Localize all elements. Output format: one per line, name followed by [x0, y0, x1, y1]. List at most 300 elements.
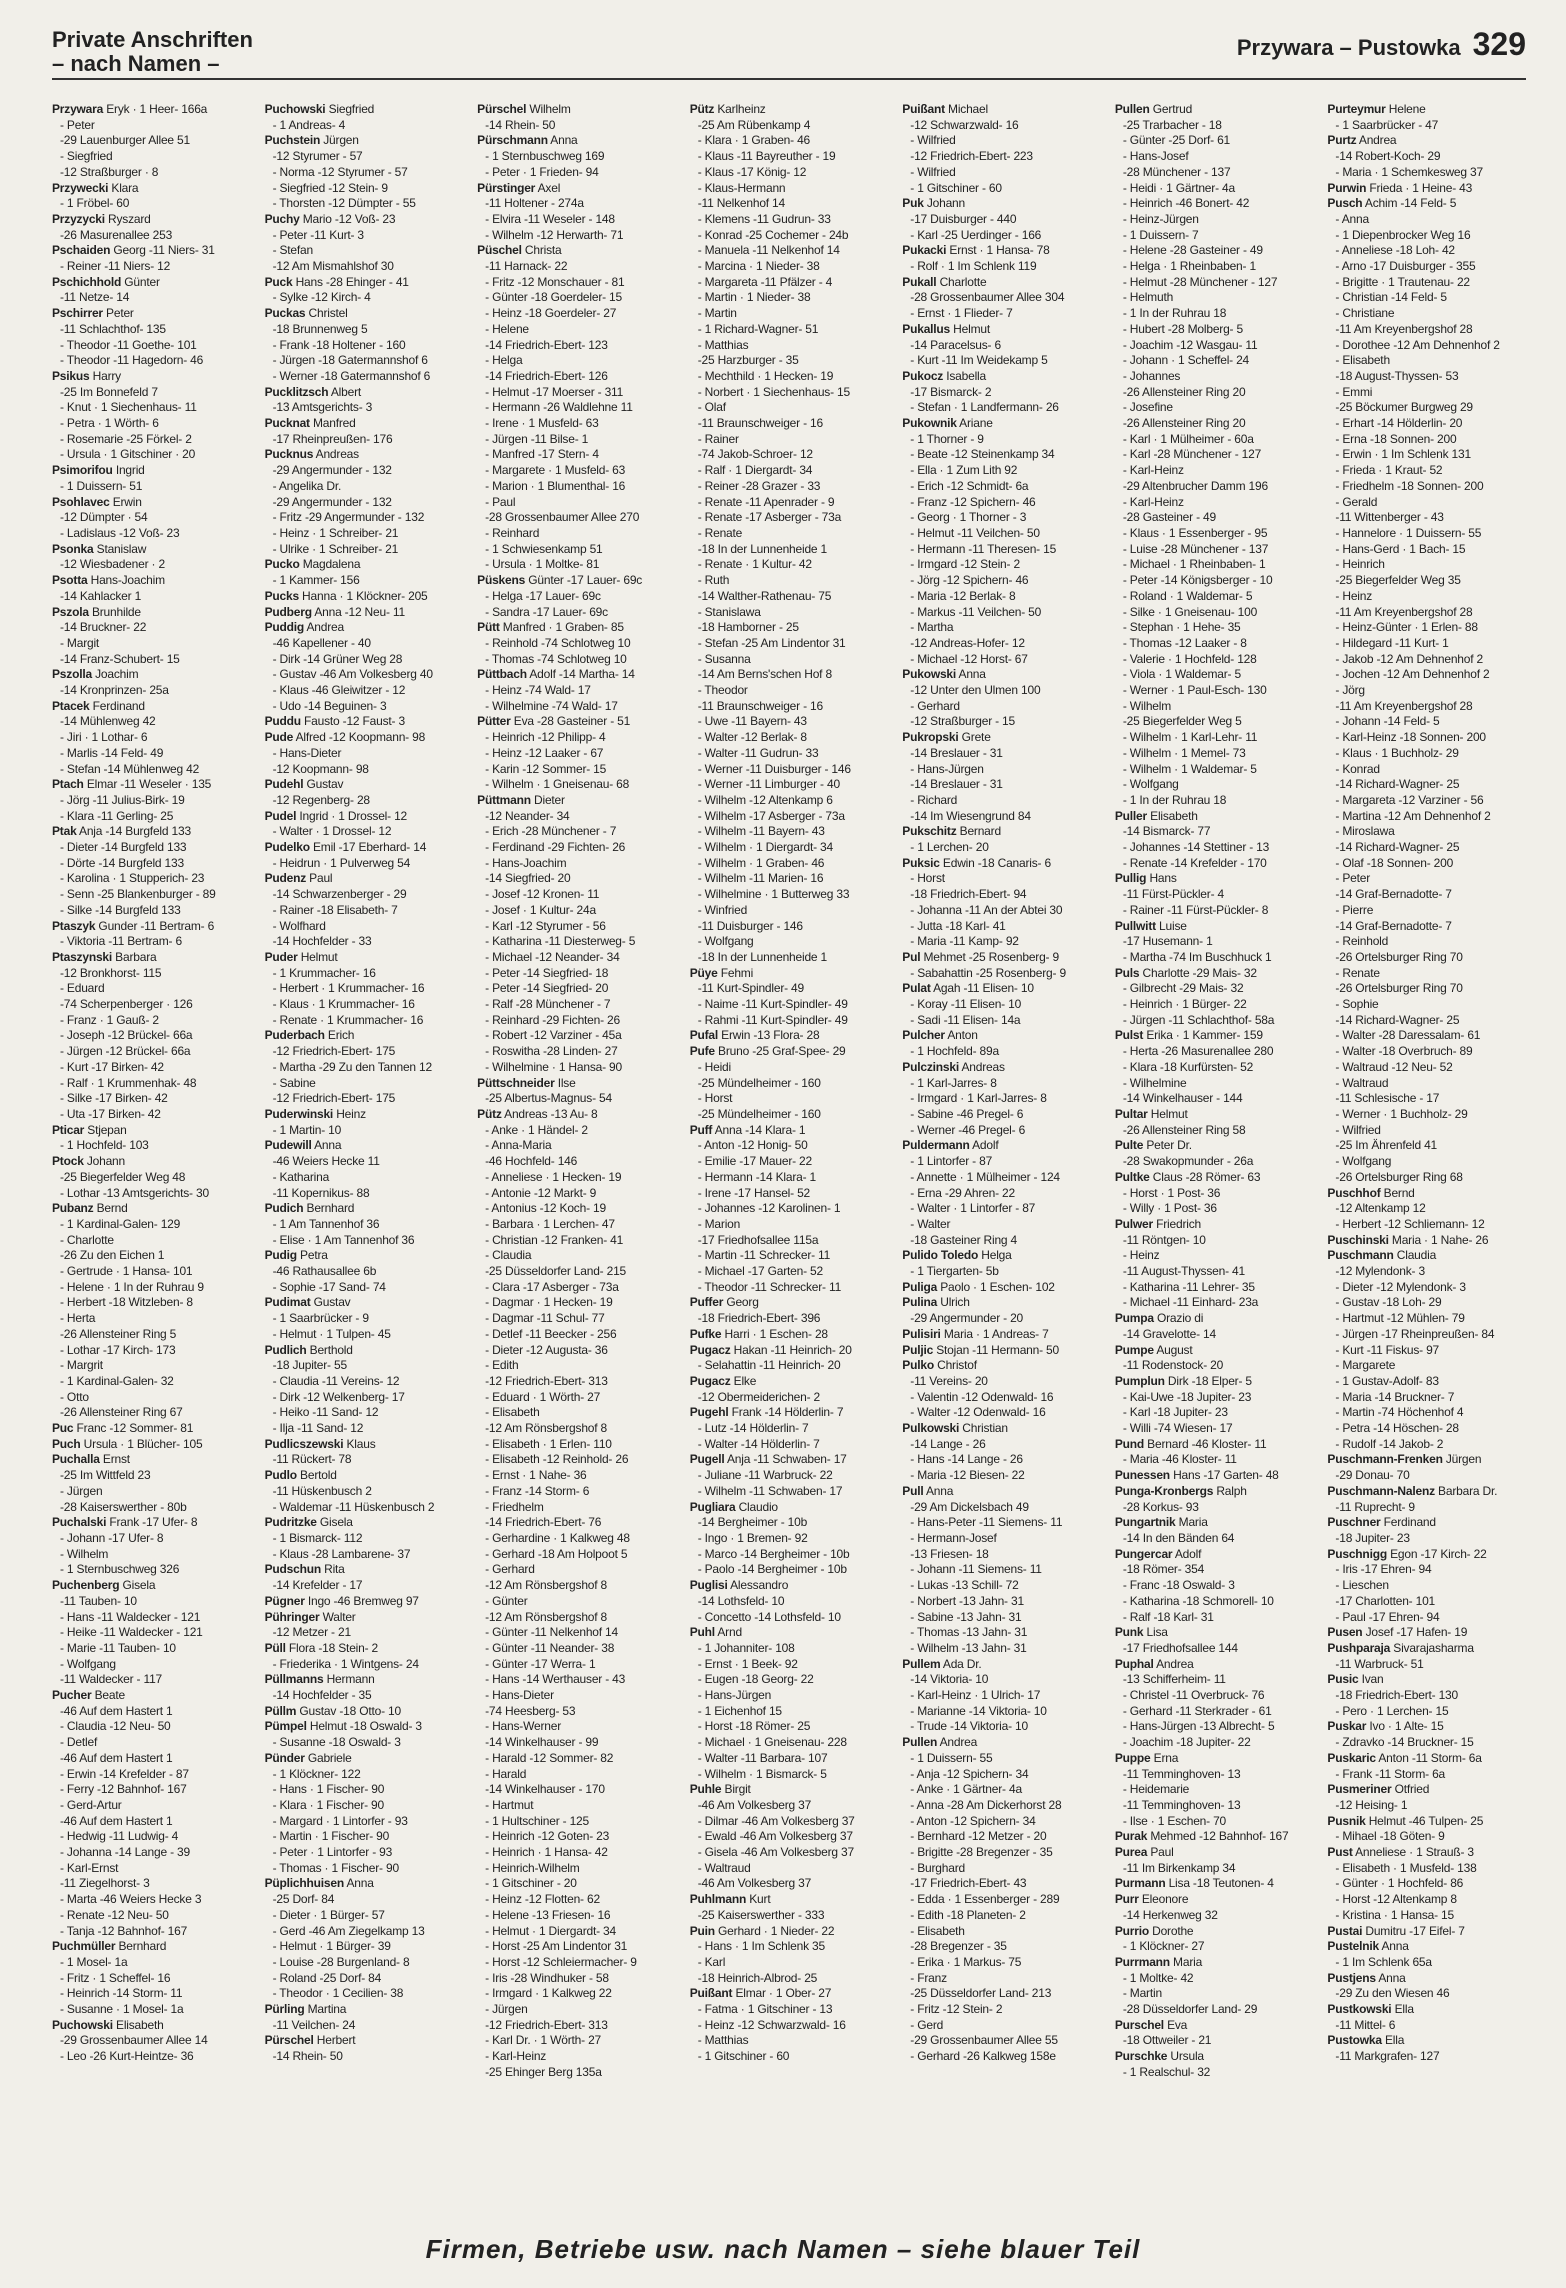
- directory-subentry: - Luise -28 Münchener - 137: [1122, 541, 1269, 556]
- directory-subentry: -14 Richard-Wagner- 25: [1335, 777, 1460, 792]
- directory-subentry: - Dorothee -12 Am Dehnenhof 2: [1335, 337, 1500, 352]
- directory-entry: [265, 1343, 464, 1359]
- directory-subentry: - Juliane -11 Warbruck- 22: [697, 1468, 833, 1483]
- directory-subentry: -25 Böckumer Burgweg 29: [1335, 400, 1473, 415]
- entry-detail: Stjepan: [84, 1122, 127, 1137]
- directory-subentry: - Katharina: [272, 1169, 330, 1184]
- directory-subentry: - Heinz-Günter · 1 Erlen- 88: [1335, 620, 1478, 635]
- directory-subentry: -11 Waldecker - 117: [60, 1672, 163, 1687]
- directory-subentry: - Tanja -12 Bahnhof- 167: [60, 1923, 188, 1938]
- directory-subentry: -17 Bismarck- 2: [910, 384, 992, 399]
- directory-entry: [1115, 1955, 1314, 1971]
- directory-subentry: - Erwin -14 Krefelder - 87: [60, 1766, 189, 1781]
- directory-subentry: - Karolina · 1 Stupperich- 23: [60, 871, 205, 886]
- directory-subentry: - Heinrich -12 Philipp- 4: [485, 730, 606, 745]
- surname: Pürling: [264, 2002, 305, 2017]
- entry-detail: Mario -12 Voß- 23: [299, 211, 396, 226]
- directory-subentry: -11 Mittel- 6: [1335, 2017, 1396, 2032]
- directory-subentry: -74 Jakob-Schroer- 12: [697, 447, 813, 462]
- directory-subentry: -14 Kahlacker 1: [60, 588, 142, 603]
- surname: Puhlmann: [689, 1892, 747, 1907]
- entry-detail: Günter -17 Lauer- 69c: [525, 573, 643, 588]
- surname: Puglisi: [689, 1578, 728, 1593]
- directory-subentry: - Herbert · 1 Krummacher- 16: [272, 981, 425, 996]
- directory-entry: [1115, 1170, 1314, 1186]
- directory-subentry: -11 Fürst-Pückler- 4: [1122, 887, 1224, 902]
- entry-detail: Isabella: [943, 368, 986, 383]
- directory-subentry: - Irene -17 Hansel- 52: [697, 1185, 811, 1200]
- directory-subentry: - Erika · 1 Markus- 75: [910, 1954, 1022, 1969]
- surname: Pudenz: [264, 871, 307, 886]
- directory-entry: [265, 1641, 464, 1657]
- page-header: [52, 22, 1526, 80]
- surname: Pukocz: [902, 368, 944, 383]
- directory-subentry: - Konrad: [1335, 761, 1380, 776]
- directory-subentry: - Hans -14 Lange - 26: [910, 1452, 1023, 1467]
- directory-entry: [52, 1939, 251, 1955]
- directory-subentry: -11 Röntgen- 10: [1122, 1232, 1206, 1247]
- directory-subentry: - Katharina -11 Lehrer- 35: [1122, 1279, 1255, 1294]
- directory-subentry: -28 Münchener - 137: [1122, 164, 1231, 179]
- entry-detail: Johann: [83, 1154, 125, 1169]
- directory-subentry: - Iris -17 Ehren- 94: [1335, 1562, 1432, 1577]
- directory-subentry: - Sophie: [1335, 997, 1379, 1012]
- entry-detail: Eleonore: [1138, 1892, 1189, 1907]
- entry-detail: Klaus: [343, 1436, 376, 1451]
- entry-detail: Andrea: [1356, 133, 1397, 148]
- entry-detail: Kurt: [746, 1892, 771, 1907]
- directory-subentry: - Hans-Jürgen -13 Albrecht- 5: [1122, 1719, 1275, 1734]
- directory-subentry: - Reiner -28 Grazer - 33: [697, 478, 821, 493]
- surname: Puch: [52, 1436, 81, 1451]
- surname: Purwin: [1327, 180, 1367, 195]
- entry-detail: Anna: [923, 1483, 954, 1498]
- directory-subentry: - Klaus -28 Lambarene- 37: [272, 1546, 411, 1561]
- entry-detail: Ryszard: [104, 211, 151, 226]
- directory-entry: [1115, 1468, 1314, 1484]
- surname: Puls: [1114, 965, 1140, 980]
- surname: Püttschneider: [477, 1075, 555, 1090]
- directory-subentry: - Josef · 1 Kultur- 24a: [485, 902, 596, 917]
- directory-subentry: - Reinhold -74 Schlotweg 10: [485, 635, 631, 650]
- entry-detail: Gustav -18 Otto- 10: [296, 1703, 401, 1718]
- directory-subentry: -11 Temminghoven- 13: [1122, 1766, 1241, 1781]
- directory-entry: [1115, 1311, 1314, 1327]
- directory-subentry: -28 Düsseldorfer Land- 29: [1122, 2002, 1258, 2017]
- entry-detail: Luise: [1155, 918, 1187, 933]
- directory-subentry: - Peter -11 Kurt- 3: [272, 227, 364, 242]
- directory-subentry: - Heinrich: [1335, 557, 1385, 572]
- entry-detail: Siegfried: [325, 102, 375, 116]
- directory-subentry: - Peter · 1 Frieden- 94: [485, 164, 599, 179]
- surname: Pucks: [264, 588, 299, 603]
- surname: Pufe: [689, 1044, 715, 1059]
- surname: Pusch: [1327, 196, 1363, 211]
- directory-subentry: - Hans-Josef: [1122, 149, 1189, 164]
- surname: Pucknat: [264, 416, 310, 431]
- entry-detail: Manfred · 1 Graben- 85: [499, 620, 624, 635]
- entry-detail: Ernst: [99, 1452, 130, 1467]
- entry-detail: Maria · 1 Nahe- 26: [1388, 1232, 1489, 1247]
- directory-subentry: - Susanna: [697, 651, 751, 666]
- directory-subentry: -14 Hochfelder - 33: [272, 934, 372, 949]
- surname: Pucknus: [264, 447, 314, 462]
- directory-subentry: - Erna -29 Ahren- 22: [910, 1185, 1016, 1200]
- surname: Ptak: [52, 824, 77, 839]
- directory-subentry: - Olaf -18 Sonnen- 200: [1335, 855, 1454, 870]
- directory-subentry: -46 Am Volkesberg 37: [697, 1797, 812, 1812]
- directory-subentry: -18 Friedrich-Ebert- 94: [910, 887, 1027, 902]
- surname: Pulkowski: [902, 1421, 960, 1436]
- directory-entry: [265, 714, 464, 730]
- directory-subentry: - Stefan: [272, 243, 313, 258]
- directory-subentry: - Anja -12 Spichern- 34: [910, 1766, 1029, 1781]
- surname: Punga-Kronbergs: [1114, 1483, 1214, 1498]
- surname: Puhl: [689, 1625, 715, 1640]
- directory-entry: [52, 950, 251, 966]
- directory-entry: [902, 1484, 1101, 1500]
- directory-subentry: - Norbert · 1 Siechenhaus- 15: [697, 384, 850, 399]
- directory-entry: [1327, 2002, 1526, 2018]
- directory-subentry: - Elisabeth: [910, 1923, 965, 1938]
- directory-subentry: - Manfred -17 Stern- 4: [485, 447, 599, 462]
- entry-detail: Adolf -14 Martha- 14: [526, 667, 635, 682]
- directory-subentry: -26 Zu den Eichen 1: [60, 1248, 165, 1263]
- entry-detail: Hakan -11 Heinrich- 20: [730, 1342, 852, 1357]
- surname: Pschichhold: [52, 274, 122, 289]
- surname: Pühringer: [264, 1609, 320, 1624]
- directory-subentry: - Thomas -13 Jahn- 31: [910, 1625, 1028, 1640]
- directory-subentry: - Erhart -14 Hölderlin- 20: [1335, 416, 1463, 431]
- entry-detail: Helga: [978, 1248, 1012, 1263]
- surname: Pustai: [1327, 1923, 1363, 1938]
- directory-subentry: - 1 Hochfeld- 103: [60, 1138, 149, 1153]
- directory-subentry: - Frank -11 Storm- 6a: [1335, 1766, 1446, 1781]
- directory-subentry: - Helga: [485, 353, 523, 368]
- entry-detail: Emil -17 Eberhard- 14: [309, 840, 427, 855]
- surname: Puschhof: [1327, 1185, 1381, 1200]
- directory-subentry: -29 Altenbrucher Damm 196: [1122, 478, 1268, 493]
- directory-subentry: - Roland · 1 Waldemar- 5: [1122, 588, 1253, 603]
- directory-subentry: -28 Grossenbaumer Allee 304: [910, 290, 1065, 305]
- directory-subentry: -29 Angermunder - 132: [272, 463, 392, 478]
- directory-entry: [690, 1578, 889, 1594]
- directory-subentry: -28 Kaiserswerther - 80b: [60, 1499, 187, 1514]
- entry-detail: Josef -17 Hafen- 19: [1362, 1625, 1468, 1640]
- directory-subentry: -26 Allensteiner Ring 67: [60, 1405, 183, 1420]
- directory-subentry: - Detlef: [60, 1735, 98, 1750]
- surname: Puder: [264, 949, 298, 964]
- directory-entry: [1327, 1939, 1526, 1955]
- surname: Psonka: [52, 541, 94, 556]
- directory-subentry: - Ralf -28 Münchener - 7: [485, 997, 611, 1012]
- entry-detail: Eva: [1163, 2017, 1188, 2032]
- entry-detail: Elke: [730, 1373, 757, 1388]
- entry-detail: Ralph: [1213, 1483, 1247, 1498]
- entry-detail: Johann: [923, 196, 966, 211]
- directory-subentry: -25 Trarbacher - 18: [1122, 117, 1222, 132]
- directory-subentry: - Helmut · 1 Tulpen- 45: [272, 1326, 391, 1341]
- directory-entry: [1115, 1657, 1314, 1673]
- directory-subentry: - Pero · 1 Lerchen- 15: [1335, 1703, 1449, 1718]
- surname: Pürstinger: [477, 180, 536, 195]
- directory-subentry: - Maria -46 Kloster- 11: [1122, 1452, 1237, 1467]
- directory-subentry: -17 Rheinpreußen- 176: [272, 431, 393, 446]
- directory-subentry: - Wilhelm · 1 Waldemar- 5: [1122, 761, 1257, 776]
- surname: Pudig: [264, 1248, 297, 1263]
- directory-subentry: - Valentin -12 Odenwald- 16: [910, 1389, 1054, 1404]
- directory-entry: [1327, 1672, 1526, 1688]
- directory-subentry: - Joachim -12 Wasgau- 11: [1122, 337, 1258, 352]
- entry-detail: Christel: [305, 306, 348, 321]
- surname: Puhle: [689, 1782, 722, 1797]
- directory-subentry: - Peter · 1 Lintorfer - 93: [272, 1845, 393, 1860]
- directory-subentry: - Maria -11 Kamp- 92: [910, 934, 1019, 949]
- directory-subentry: - Sabine -46 Pregel- 6: [910, 1107, 1024, 1121]
- directory-subentry: - Udo -14 Beguinen- 3: [272, 698, 387, 713]
- directory-column: [1327, 102, 1526, 2220]
- directory-subentry: - Valerie · 1 Hochfeld- 128: [1122, 651, 1257, 666]
- directory-subentry: - 1 Mosel- 1a: [60, 1954, 128, 1969]
- directory-entry: [1115, 1876, 1314, 1892]
- directory-subentry: -11 Braunschweiger - 16: [697, 698, 823, 713]
- directory-subentry: - Rolf · 1 Im Schlenk 119: [910, 259, 1037, 274]
- directory-subentry: - Horst: [910, 871, 945, 886]
- directory-entry: [52, 1201, 251, 1217]
- surname: Püye: [689, 965, 718, 980]
- directory-entry: [265, 2033, 464, 2049]
- directory-subentry: - Klaus · 1 Buchholz- 29: [1335, 745, 1459, 760]
- directory-subentry: - Wilhelm · 1 Gneisenau- 68: [485, 777, 630, 792]
- directory-subentry: - Gustav -18 Loh- 29: [1335, 1295, 1442, 1310]
- entry-detail: Michael: [944, 102, 988, 116]
- surname: Pungartnik: [1114, 1515, 1176, 1530]
- directory-subentry: - Anna-Maria: [485, 1138, 552, 1153]
- directory-subentry: - Rainer: [697, 431, 739, 446]
- directory-subentry: - Ernst · 1 Beek- 92: [697, 1656, 798, 1671]
- directory-subentry: - Heinrich · 1 Bürger- 22: [1122, 997, 1247, 1012]
- directory-subentry: - Eduard · 1 Wörth- 27: [485, 1389, 601, 1404]
- directory-subentry: -25 Im Ährenfeld 41: [1335, 1138, 1438, 1153]
- directory-entry: [265, 133, 464, 149]
- directory-subentry: - Lothar -13 Amtsgerichts- 30: [60, 1185, 209, 1200]
- entry-detail: Agah -11 Elisen- 10: [930, 981, 1034, 996]
- directory-subentry: - Martina -12 Am Dehnenhof 2: [1335, 808, 1491, 823]
- entry-detail: Elisabeth: [112, 2017, 164, 2032]
- directory-subentry: -28 Gasteiner - 49: [1122, 510, 1216, 525]
- directory-subentry: - Hans · 1 Fischer- 90: [272, 1782, 385, 1797]
- entry-detail: Ingrid: [112, 463, 145, 478]
- directory-subentry: - Michael -12 Horst- 67: [910, 651, 1028, 666]
- directory-subentry: - Karl -25 Uerdinger - 166: [910, 227, 1042, 242]
- directory-subentry: - Günter: [485, 1593, 528, 1608]
- directory-subentry: - Edda · 1 Essenberger - 289: [910, 1892, 1060, 1907]
- surname: Puchalski: [52, 1515, 107, 1530]
- surname: Pullen: [902, 1735, 938, 1750]
- directory-entry: [1327, 1845, 1526, 1861]
- entry-detail: Gisela: [119, 1578, 156, 1593]
- directory-entry: [265, 306, 464, 322]
- directory-entry: [1115, 1437, 1314, 1453]
- entry-detail: Maria · 1 Andreas- 7: [940, 1326, 1049, 1341]
- directory-subentry: - Antonius -12 Koch- 19: [485, 1201, 606, 1216]
- directory-entry: [1115, 871, 1314, 887]
- entry-detail: Bernd: [1380, 1185, 1415, 1200]
- directory-subentry: - Helmuth: [1122, 290, 1174, 305]
- directory-entry: [52, 1421, 251, 1437]
- directory-subentry: -11 Schlesische - 17: [1335, 1091, 1440, 1106]
- directory-subentry: - Dörte -14 Burgfeld 133: [60, 855, 184, 870]
- directory-subentry: -12 Wiesbadener · 2: [60, 557, 165, 572]
- directory-subentry: -11 Temminghoven- 13: [1122, 1797, 1241, 1812]
- directory-subentry: - Iris -28 Windhuker - 58: [485, 1970, 609, 1985]
- directory-entry: [1115, 1547, 1314, 1563]
- directory-subentry: - Renate -11 Apenrader - 9: [697, 494, 835, 509]
- directory-subentry: - Heinz: [1335, 588, 1373, 603]
- directory-subentry: - Renate -17 Asberger - 73a: [697, 510, 842, 525]
- directory-subentry: - Marco -14 Bergheimer - 10b: [697, 1546, 850, 1561]
- entry-detail: Peter Dr.: [1143, 1138, 1192, 1153]
- directory-subentry: - Karl-Heinz: [1122, 494, 1184, 509]
- entry-detail: Ingo -46 Bremweg 97: [304, 1593, 419, 1608]
- directory-entry: [265, 1248, 464, 1264]
- directory-subentry: -12 Friedrich-Ebert- 313: [485, 2017, 608, 2032]
- directory-subentry: - 1 Fröbel- 60: [60, 196, 130, 211]
- entry-detail: Eva -28 Gasteiner - 51: [510, 714, 631, 729]
- directory-subentry: -26 Allensteiner Ring 58: [1122, 1122, 1246, 1137]
- directory-subentry: - Heinrich -14 Storm- 11: [60, 1986, 183, 2001]
- directory-subentry: -12 Dümpter · 54: [60, 510, 148, 525]
- directory-subentry: - Eugen -18 Georg- 22: [697, 1672, 814, 1687]
- directory-subentry: - Helmut -11 Veilchen- 50: [910, 525, 1040, 540]
- surname: Pumpe: [1114, 1342, 1154, 1357]
- directory-subentry: - Thomas -74 Schlotweg 10: [485, 651, 627, 666]
- directory-entry: [52, 605, 251, 621]
- entry-detail: Barbara Dr.: [1434, 1483, 1498, 1498]
- entry-detail: Helmut: [297, 949, 338, 964]
- surname: Puckas: [264, 306, 306, 321]
- directory-subentry: - Miroslawa: [1335, 824, 1395, 839]
- entry-detail: Flora -18 Stein- 2: [285, 1640, 379, 1655]
- directory-entry: [477, 181, 676, 197]
- directory-subentry: - Gerd: [910, 2017, 944, 2032]
- directory-subentry: - Dagmar -11 Schul- 77: [485, 1311, 605, 1326]
- directory-subentry: - Siegfried: [60, 149, 113, 164]
- directory-subentry: -12 Metzer - 21: [272, 1625, 351, 1640]
- directory-entry: [690, 102, 889, 118]
- directory-subentry: - Annette · 1 Mülheimer - 124: [910, 1169, 1060, 1184]
- surname: Pullen: [1114, 102, 1150, 116]
- directory-subentry: - 1 Duissern- 51: [60, 478, 143, 493]
- directory-subentry: - Edith: [485, 1358, 519, 1373]
- directory-subentry: - Günter -11 Neander- 38: [485, 1640, 615, 1655]
- directory-entry: [902, 1327, 1101, 1343]
- directory-entry: [902, 1343, 1101, 1359]
- surname: Pufke: [689, 1326, 722, 1341]
- surname: Ptaszyk: [52, 918, 96, 933]
- surname: Puchstein: [264, 133, 321, 148]
- directory-subentry: -28 Bregenzer - 35: [910, 1939, 1007, 1954]
- directory-entry: [1327, 1719, 1526, 1735]
- directory-entry: [52, 1452, 251, 1468]
- surname: Pund: [1114, 1436, 1145, 1451]
- directory-subentry: - Reinhard: [485, 525, 540, 540]
- directory-subentry: - Klaus -46 Gleiwitzer - 12: [272, 683, 406, 698]
- directory-subentry: -14 Krefelder - 17: [272, 1578, 363, 1593]
- surname: Ptacek: [52, 698, 90, 713]
- directory-subentry: -11 Im Birkenkamp 34: [1122, 1860, 1236, 1875]
- entry-detail: Brunhilde: [88, 604, 141, 619]
- directory-entry: [265, 777, 464, 793]
- surname: Puk: [902, 196, 924, 211]
- entry-detail: Manfred: [309, 416, 356, 431]
- surname: Pulat: [902, 981, 931, 996]
- directory-entry: [690, 1343, 889, 1359]
- surname: Pticar: [52, 1122, 85, 1137]
- directory-subentry: - Günter -25 Dorf- 61: [1122, 133, 1231, 148]
- surname: Pudlo: [264, 1468, 297, 1483]
- entry-detail: Frieda · 1 Heine- 43: [1366, 180, 1473, 195]
- directory-entry: [265, 840, 464, 856]
- directory-entry: [902, 1657, 1101, 1673]
- directory-subentry: - Helmut -17 Moerser - 311: [485, 384, 624, 399]
- surname: Puißant: [689, 1986, 733, 2001]
- directory-entry: [1327, 1782, 1526, 1798]
- directory-subentry: -11 Schlachthof- 135: [60, 321, 166, 336]
- surname: Puchowski: [264, 102, 326, 116]
- directory-subentry: -14 Breslauer - 31: [910, 777, 1003, 792]
- surname: Purschke: [1114, 2049, 1168, 2064]
- directory-entry: [1115, 966, 1314, 982]
- directory-subentry: -26 Masurenallee 253: [60, 227, 173, 242]
- surname: Pugacz: [689, 1342, 731, 1357]
- entry-detail: Friedrich: [1153, 1216, 1202, 1231]
- directory-subentry: - Wilhelm · 1 Graben- 46: [697, 855, 825, 870]
- directory-entry: [1115, 1751, 1314, 1767]
- directory-subentry: -46 Kapellener - 40: [272, 635, 371, 650]
- surname: Pumpa: [1114, 1311, 1154, 1326]
- directory-entry: [265, 102, 464, 118]
- entry-detail: Anna: [547, 133, 578, 148]
- directory-subentry: - Maria -12 Biesen- 22: [910, 1468, 1025, 1483]
- entry-detail: Dieter: [530, 792, 565, 807]
- directory-subentry: - Claudia: [485, 1248, 532, 1263]
- directory-subentry: - Walter · 1 Drossel- 12: [272, 824, 392, 839]
- entry-detail: Gustav: [310, 1295, 351, 1310]
- directory-subentry: - Franz -14 Storm- 6: [485, 1483, 590, 1498]
- directory-subentry: - Karl-Heinz -18 Sonnen- 200: [1335, 730, 1486, 745]
- directory-subentry: - Michael -11 Einhard- 23a: [1122, 1295, 1259, 1310]
- directory-subentry: - Günter · 1 Hochfeld- 86: [1335, 1876, 1464, 1891]
- directory-subentry: - Helmut · 1 Bürger- 39: [272, 1939, 391, 1954]
- directory-entry: [265, 275, 464, 291]
- surname: Pubanz: [52, 1201, 94, 1216]
- name-range: Przywara – Pustowka: [1236, 35, 1461, 60]
- directory-subentry: - Jürgen: [485, 2002, 528, 2017]
- directory-subentry: -14 Mühlenweg 42: [60, 714, 156, 729]
- directory-entry: [1115, 1028, 1314, 1044]
- directory-entry: [1115, 2018, 1314, 2034]
- directory-subentry: - Martin · 1 Nieder- 38: [697, 290, 811, 305]
- directory-subentry: -12 Friedrich-Ebert- 175: [272, 1091, 396, 1106]
- surname: Purrio: [1114, 1923, 1149, 1938]
- entry-detail: Erwin: [109, 494, 142, 509]
- directory-entry: [690, 1986, 889, 2002]
- directory-subentry: - Johannes: [1122, 368, 1181, 383]
- directory-column: [690, 102, 889, 2220]
- entry-detail: Anna: [1378, 1939, 1409, 1954]
- directory-subentry: - Heinz -18 Goerdeler- 27: [485, 306, 617, 321]
